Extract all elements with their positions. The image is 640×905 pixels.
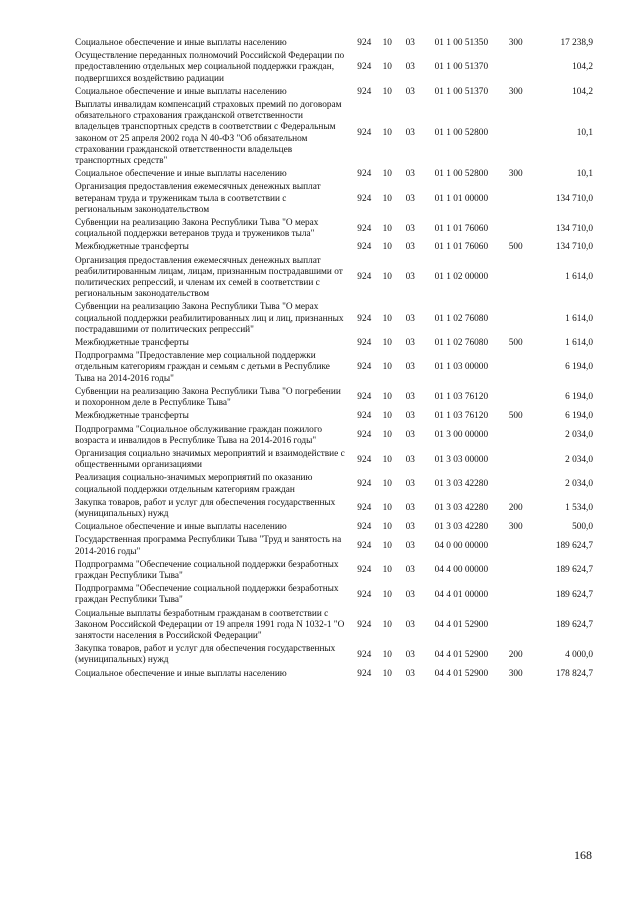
table-row xyxy=(75,559,593,583)
row-expense-type-code xyxy=(501,534,530,558)
row-grbs-code: 924 xyxy=(357,338,372,349)
row-expense-type-code: 300 xyxy=(508,668,523,679)
row-section-code: 10 xyxy=(382,649,392,660)
row-subsection-code: 03 xyxy=(405,454,415,465)
row-target-article-code: 01 1 02 00000 xyxy=(434,272,489,283)
row-expense-type-code: 300 xyxy=(508,522,523,533)
row-grbs-code: 924 xyxy=(357,565,372,576)
row-target-article-code: 04 4 01 52900 xyxy=(434,668,489,679)
row-sum: 2 034,0 xyxy=(565,478,593,489)
table-row xyxy=(75,181,593,217)
row-name: Социальное обеспечение и иные выплаты населению xyxy=(75,169,287,180)
row-expense-type-code xyxy=(501,608,530,644)
row-section-code: 10 xyxy=(382,411,392,422)
table-row xyxy=(75,255,593,302)
row-target-article-code: 01 1 01 76060 xyxy=(434,223,489,234)
row-target-article-code: 01 1 00 51350 xyxy=(434,38,489,48)
row-section-code: 10 xyxy=(382,62,392,73)
row-sum: 178 824,7 xyxy=(555,668,593,679)
row-grbs-code: 924 xyxy=(357,362,372,373)
row-sum: 134 710,0 xyxy=(555,242,593,253)
row-subsection-code: 03 xyxy=(405,62,415,73)
row-section-code: 10 xyxy=(382,522,392,533)
row-sum: 189 624,7 xyxy=(555,589,593,600)
row-grbs-code: 924 xyxy=(357,540,372,551)
row-target-article-code: 04 4 01 52900 xyxy=(434,649,489,660)
row-subsection-code: 03 xyxy=(405,242,415,253)
row-section-code: 10 xyxy=(382,86,392,97)
table-row xyxy=(75,337,593,350)
row-expense-type-code: 500 xyxy=(508,411,523,422)
row-section-code: 10 xyxy=(382,565,392,576)
row-target-article-code: 01 1 00 51370 xyxy=(434,62,489,73)
row-subsection-code: 03 xyxy=(405,619,415,630)
row-section-code: 10 xyxy=(382,38,392,48)
row-grbs-code: 924 xyxy=(357,668,372,679)
table-row xyxy=(75,643,593,667)
row-sum: 500,0 xyxy=(572,522,593,533)
row-sum: 189 624,7 xyxy=(555,619,593,630)
row-name: Межбюджетные трансферты xyxy=(75,242,189,253)
row-sum: 134 710,0 xyxy=(555,193,593,204)
row-target-article-code: 01 1 01 76060 xyxy=(434,242,489,253)
row-expense-type-code: 500 xyxy=(508,338,523,349)
table-row xyxy=(75,168,593,181)
row-grbs-code: 924 xyxy=(357,454,372,465)
row-expense-type-code: 300 xyxy=(508,86,523,97)
table-row xyxy=(75,448,593,472)
row-name: Закупка товаров, работ и услуг для обеспечения государственных (муниципальных) нужд xyxy=(75,497,336,519)
row-sum: 1 614,0 xyxy=(565,313,593,324)
row-grbs-code: 924 xyxy=(357,411,372,422)
table-row xyxy=(75,350,593,386)
row-expense-type-code xyxy=(501,472,530,496)
row-name: Реализация социально-значимых мероприятий по оказанию социальной поддержки отдельным категориям граждан xyxy=(75,473,313,495)
row-subsection-code: 03 xyxy=(405,38,415,48)
row-expense-type-code: 200 xyxy=(508,503,523,514)
table-row xyxy=(75,386,593,410)
table-row xyxy=(75,217,593,241)
row-subsection-code: 03 xyxy=(405,540,415,551)
table-row xyxy=(75,410,593,423)
row-target-article-code: 01 1 00 52800 xyxy=(434,169,489,180)
table-row xyxy=(75,301,593,337)
row-grbs-code: 924 xyxy=(357,619,372,630)
row-subsection-code: 03 xyxy=(405,272,415,283)
row-sum: 189 624,7 xyxy=(555,565,593,576)
row-section-code: 10 xyxy=(382,540,392,551)
row-expense-type-code xyxy=(501,50,530,86)
row-name: Государственная программа Республики Тыва "Труд и занятость на 2014-2016 годы" xyxy=(75,535,342,557)
row-name: Подпрограмма "Предоставление мер социальной поддержки отдельным категориям граждан и семьям с детьми в Республике Тыва на 2014-2016 годы" xyxy=(75,351,330,384)
row-target-article-code: 01 3 03 42280 xyxy=(434,478,489,489)
row-name: Социальное обеспечение и иные выплаты населению xyxy=(75,668,287,679)
row-subsection-code: 03 xyxy=(405,223,415,234)
row-section-code: 10 xyxy=(382,668,392,679)
row-target-article-code: 01 3 00 00000 xyxy=(434,430,489,441)
row-target-article-code: 01 3 03 42280 xyxy=(434,503,489,514)
row-sum: 2 034,0 xyxy=(565,454,593,465)
row-subsection-code: 03 xyxy=(405,169,415,180)
table-row xyxy=(75,472,593,496)
row-target-article-code: 01 3 03 00000 xyxy=(434,454,489,465)
row-target-article-code: 01 1 00 52800 xyxy=(434,128,489,139)
row-subsection-code: 03 xyxy=(405,193,415,204)
row-subsection-code: 03 xyxy=(405,649,415,660)
row-expense-type-code xyxy=(501,255,530,302)
table-row xyxy=(75,99,593,168)
row-name: Подпрограмма "Социальное обслуживание граждан пожилого возраста и инвалидов в Республике Тыва на 2014-2016 годы" xyxy=(75,424,323,446)
row-subsection-code: 03 xyxy=(405,668,415,679)
row-section-code: 10 xyxy=(382,478,392,489)
row-subsection-code: 03 xyxy=(405,362,415,373)
row-sum: 104,2 xyxy=(572,62,593,73)
row-grbs-code: 924 xyxy=(357,313,372,324)
row-expense-type-code xyxy=(501,448,530,472)
row-subsection-code: 03 xyxy=(405,128,415,139)
row-grbs-code: 924 xyxy=(357,272,372,283)
table-row xyxy=(75,86,593,99)
row-target-article-code: 04 0 00 00000 xyxy=(434,540,489,551)
row-target-article-code: 01 1 03 00000 xyxy=(434,362,489,373)
row-sum: 189 624,7 xyxy=(555,540,593,551)
row-section-code: 10 xyxy=(382,193,392,204)
row-expense-type-code xyxy=(501,301,530,337)
table-row xyxy=(75,37,593,50)
page-number: 168 xyxy=(574,848,592,862)
row-section-code: 10 xyxy=(382,272,392,283)
row-target-article-code: 01 1 01 00000 xyxy=(434,193,489,204)
row-name: Социальное обеспечение и иные выплаты населению xyxy=(75,38,287,48)
row-grbs-code: 924 xyxy=(357,86,372,97)
row-sum: 6 194,0 xyxy=(565,362,593,373)
row-grbs-code: 924 xyxy=(357,589,372,600)
row-name: Социальное обеспечение и иные выплаты населению xyxy=(75,86,287,97)
row-section-code: 10 xyxy=(382,223,392,234)
row-section-code: 10 xyxy=(382,128,392,139)
row-sum: 104,2 xyxy=(572,86,593,97)
row-expense-type-code xyxy=(501,424,530,448)
row-name: Субвенции на реализацию Закона Республики Тыва "О погребении и похоронном деле в Республике Тыва" xyxy=(75,386,341,409)
row-grbs-code: 924 xyxy=(357,649,372,660)
row-sum: 10,1 xyxy=(576,128,593,139)
row-grbs-code: 924 xyxy=(357,430,372,441)
row-name: Организация социально значимых мероприятий и взаимодействие с общественными организациями xyxy=(75,448,345,471)
row-sum: 1 614,0 xyxy=(565,338,593,349)
row-target-article-code: 04 4 01 00000 xyxy=(434,589,489,600)
row-target-article-code: 04 4 01 52900 xyxy=(434,619,489,630)
row-grbs-code: 924 xyxy=(357,38,372,48)
row-grbs-code: 924 xyxy=(357,392,372,403)
row-name: Социальное обеспечение и иные выплаты населению xyxy=(75,522,287,533)
row-section-code: 10 xyxy=(382,503,392,514)
row-subsection-code: 03 xyxy=(405,411,415,422)
table-row xyxy=(75,424,593,448)
row-section-code: 10 xyxy=(382,362,392,373)
row-subsection-code: 03 xyxy=(405,522,415,533)
row-name: Закупка товаров, работ и услуг для обеспечения государственных (муниципальных) нужд xyxy=(75,644,336,666)
row-grbs-code: 924 xyxy=(357,522,372,533)
row-target-article-code: 01 3 03 42280 xyxy=(434,522,489,533)
row-grbs-code: 924 xyxy=(357,128,372,139)
row-sum: 134 710,0 xyxy=(555,223,593,234)
row-name: Организация предоставления ежемесячных денежных выплат реабилитированным лицам, лицам, признанным пострадавшими от политических репрессий, и членам их семей в соответствии с региональным законодательством xyxy=(75,255,343,300)
row-grbs-code: 924 xyxy=(357,169,372,180)
row-sum: 10,1 xyxy=(576,169,593,180)
row-subsection-code: 03 xyxy=(405,338,415,349)
row-expense-type-code: 200 xyxy=(508,649,523,660)
table-row xyxy=(75,521,593,534)
row-grbs-code: 924 xyxy=(357,242,372,253)
row-expense-type-code xyxy=(501,386,530,410)
row-target-article-code: 04 4 00 00000 xyxy=(434,565,489,576)
row-section-code: 10 xyxy=(382,242,392,253)
table-row xyxy=(75,583,593,607)
row-expense-type-code xyxy=(501,350,530,386)
table-row xyxy=(75,668,593,681)
row-expense-type-code: 300 xyxy=(508,38,523,48)
row-subsection-code: 03 xyxy=(405,313,415,324)
row-subsection-code: 03 xyxy=(405,503,415,514)
row-sum: 6 194,0 xyxy=(565,411,593,422)
row-sum: 4 000,0 xyxy=(565,649,593,660)
row-section-code: 10 xyxy=(382,338,392,349)
row-subsection-code: 03 xyxy=(405,86,415,97)
table-row xyxy=(75,50,593,86)
row-target-article-code: 01 1 02 76080 xyxy=(434,338,489,349)
row-expense-type-code: 300 xyxy=(508,169,523,180)
table-row xyxy=(75,497,593,521)
row-name: Осуществление переданных полномочий Российской Федерации по предоставлению отдельных мер социальной поддержки граждан, подвергшихся воздействию радиации xyxy=(75,51,345,84)
table-row xyxy=(75,608,593,644)
row-sum: 2 034,0 xyxy=(565,430,593,441)
row-section-code: 10 xyxy=(382,169,392,180)
row-subsection-code: 03 xyxy=(405,430,415,441)
row-section-code: 10 xyxy=(382,619,392,630)
row-subsection-code: 03 xyxy=(405,589,415,600)
row-name: Субвенции на реализацию Закона Республики Тыва "О мерах социальной поддержки ветеранов труда и тружеников тыла" xyxy=(75,218,319,240)
row-section-code: 10 xyxy=(382,430,392,441)
row-target-article-code: 01 1 03 76120 xyxy=(434,411,489,422)
row-section-code: 10 xyxy=(382,454,392,465)
row-section-code: 10 xyxy=(382,392,392,403)
row-target-article-code: 01 1 00 51370 xyxy=(434,86,489,97)
row-subsection-code: 03 xyxy=(405,392,415,403)
budget-table xyxy=(75,37,593,681)
row-section-code: 10 xyxy=(382,313,392,324)
row-sum: 17 238,9 xyxy=(560,38,593,48)
row-sum: 1 534,0 xyxy=(565,503,593,514)
row-expense-type-code: 500 xyxy=(508,242,523,253)
row-name: Подпрограмма "Обеспечение социальной поддержки безработных граждан Республики Тыва" xyxy=(75,584,339,606)
row-name: Социальные выплаты безработным гражданам в соответствии с Законом Российской Федерации от 19 апреля 1991 года N 1032-1 "О занятости населения в Российской Федерации" xyxy=(75,608,345,641)
table-row xyxy=(75,241,593,254)
row-grbs-code: 924 xyxy=(357,478,372,489)
row-sum: 6 194,0 xyxy=(565,392,593,403)
row-grbs-code: 924 xyxy=(357,503,372,514)
row-name: Выплаты инвалидам компенсаций страховых премий по договорам обязательного страхования гражданской ответственности владельцев транспортных средств в соответствии с Федеральным законом от 25 апреля 2002 года N 40-ФЗ "Об обязательном страховании гражданской ответственности владельцев транспортных средств" xyxy=(75,100,342,167)
row-grbs-code: 924 xyxy=(357,62,372,73)
row-target-article-code: 01 1 03 76120 xyxy=(434,392,489,403)
row-subsection-code: 03 xyxy=(405,478,415,489)
row-expense-type-code xyxy=(501,99,530,168)
row-name: Субвенции на реализацию Закона Республики Тыва "О мерах социальной поддержки реабилитированных лиц и лиц, признанных пострадавшими от политических репрессий" xyxy=(75,302,344,335)
row-expense-type-code xyxy=(501,217,530,241)
budget-table-body xyxy=(75,37,593,681)
row-section-code: 10 xyxy=(382,589,392,600)
row-expense-type-code xyxy=(501,181,530,217)
row-target-article-code: 01 1 02 76080 xyxy=(434,313,489,324)
row-expense-type-code xyxy=(501,583,530,607)
row-grbs-code: 924 xyxy=(357,223,372,234)
row-name: Межбюджетные трансферты xyxy=(75,338,189,349)
row-sum: 1 614,0 xyxy=(565,272,593,283)
row-expense-type-code xyxy=(501,559,530,583)
table-row xyxy=(75,534,593,558)
row-subsection-code: 03 xyxy=(405,565,415,576)
row-name: Организация предоставления ежемесячных денежных выплат ветеранам труда и труженикам тыла в соответствии с региональным законодательством xyxy=(75,182,321,215)
row-name: Подпрограмма "Обеспечение социальной поддержки безработных граждан Республики Тыва" xyxy=(75,559,339,581)
row-name: Межбюджетные трансферты xyxy=(75,411,189,422)
row-grbs-code: 924 xyxy=(357,193,372,204)
